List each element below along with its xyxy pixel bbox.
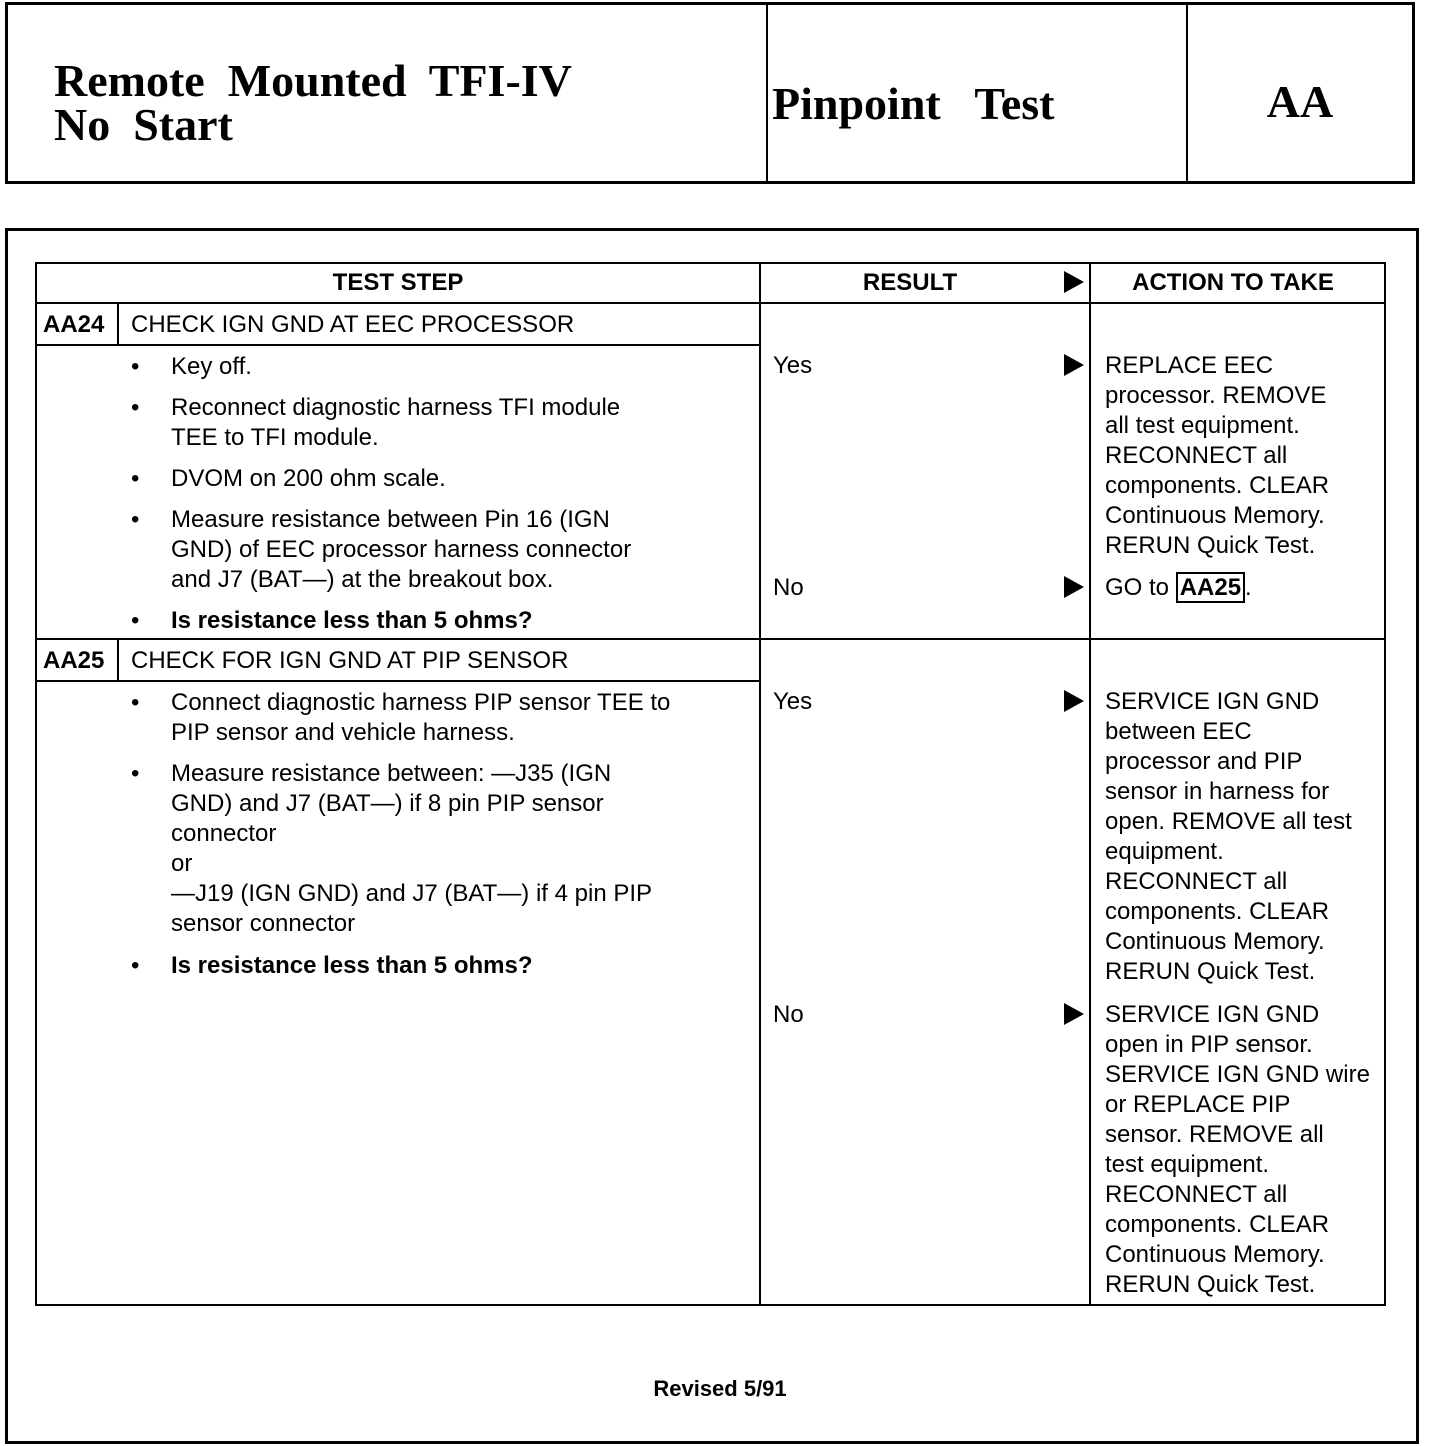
aa25-no-action-8: components. CLEAR	[1105, 1211, 1330, 1238]
bullet-icon: •	[131, 760, 140, 787]
section-label: Pinpoint Test	[772, 78, 1055, 129]
result-column-divider	[759, 262, 761, 1306]
step-id-aa24: AA24	[43, 311, 105, 338]
bullet-icon: •	[131, 607, 140, 634]
step-divider	[35, 638, 1386, 640]
aa25-result-yes: Yes	[773, 688, 813, 715]
aa24-yes-action-7: RERUN Quick Test.	[1105, 532, 1316, 559]
aa25-id-divider	[117, 638, 119, 681]
aa24-id-divider	[117, 302, 119, 345]
aa25-no-action-10: RERUN Quick Test.	[1105, 1271, 1316, 1298]
aa24-title-divider	[35, 344, 760, 346]
aa25-no-action-5: sensor. REMOVE all	[1105, 1121, 1324, 1148]
aa24-no-action	[1105, 573, 1252, 603]
goto-prefix: GO to	[1105, 574, 1176, 601]
aa25-no-action-2: open in PIP sensor.	[1105, 1031, 1313, 1058]
aa25-yes-action-7: RECONNECT all	[1105, 868, 1288, 895]
aa25-title-divider	[35, 680, 760, 682]
aa25-yes-action-9: Continuous Memory.	[1105, 928, 1325, 955]
step-id-aa25: AA25	[43, 647, 105, 674]
page-header	[5, 2, 1415, 184]
bullet-icon: •	[131, 353, 140, 380]
aa25-bullet-1-line-1: Connect diagnostic harness PIP sensor TEE to	[171, 689, 671, 716]
arrow-icon	[1064, 690, 1084, 712]
aa24-yes-action-3: all test equipment.	[1105, 412, 1300, 439]
title-line-1: Remote Mounted TFI-IV	[54, 55, 572, 106]
aa25-yes-action-2: between EEC	[1105, 718, 1252, 745]
revision-footer: Revised 5/91	[653, 1376, 787, 1401]
bullet-icon: •	[131, 689, 140, 716]
aa24-bullet-4-line-1: Measure resistance between Pin 16 (IGN	[171, 506, 610, 533]
aa24-bullet-4-line-2: GND) of EEC processor harness connector	[171, 536, 632, 563]
header-test-step: TEST STEP	[332, 269, 464, 296]
title-line-2: No Start	[54, 99, 233, 150]
goto-suffix: .	[1245, 574, 1252, 601]
header-section-cell	[768, 5, 1188, 181]
aa25-bullet-2-line-4: or	[171, 850, 193, 877]
header-result: RESULT	[862, 269, 958, 296]
arrow-icon	[1064, 1003, 1084, 1025]
aa25-no-action-4: or REPLACE PIP	[1105, 1091, 1291, 1118]
aa25-question: Is resistance less than 5 ohms?	[171, 952, 533, 979]
page-title	[54, 55, 572, 150]
aa24-result-no: No	[773, 574, 804, 601]
aa25-bullet-2-line-1: Measure resistance between: —J35 (IGN	[171, 760, 612, 787]
aa25-bullet-2-line-2: GND) and J7 (BAT—) if 8 pin PIP sensor	[171, 790, 604, 817]
step-reference-aa25[interactable]: AA25	[1176, 572, 1245, 603]
aa25-yes-action-10: RERUN Quick Test.	[1105, 958, 1316, 985]
aa25-yes-action-1: SERVICE IGN GND	[1105, 688, 1320, 715]
bullet-icon: •	[131, 952, 140, 979]
step-title-aa24: CHECK IGN GND AT EEC PROCESSOR	[131, 311, 575, 338]
aa24-bullet-1: Key off.	[171, 353, 252, 380]
aa25-no-action-6: test equipment.	[1105, 1151, 1270, 1178]
header-arrow-icon	[1064, 271, 1084, 293]
aa24-yes-action-5: components. CLEAR	[1105, 472, 1330, 499]
action-column-divider	[1089, 262, 1091, 1306]
aa25-no-action-3: SERVICE IGN GND wire	[1105, 1061, 1370, 1088]
bullet-icon: •	[131, 506, 140, 533]
aa25-yes-action-4: sensor in harness for	[1105, 778, 1330, 805]
aa24-yes-action-1: REPLACE EEC	[1105, 352, 1274, 379]
aa24-yes-action-2: processor. REMOVE	[1105, 382, 1327, 409]
aa25-yes-action-3: processor and PIP	[1105, 748, 1303, 775]
aa25-yes-action-8: components. CLEAR	[1105, 898, 1330, 925]
test-code: AA	[1266, 76, 1334, 127]
aa25-no-action-7: RECONNECT all	[1105, 1181, 1288, 1208]
aa25-bullet-2-line-3: connector	[171, 820, 277, 847]
bullet-icon: •	[131, 465, 140, 492]
aa24-yes-action-4: RECONNECT all	[1105, 442, 1288, 469]
aa25-bullet-2-line-6: sensor connector	[171, 910, 356, 937]
aa25-no-action-9: Continuous Memory.	[1105, 1241, 1325, 1268]
aa24-bullet-2-line-2: TEE to TFI module.	[171, 424, 379, 451]
step-title-aa25: CHECK FOR IGN GND AT PIP SENSOR	[131, 647, 569, 674]
aa24-result-yes: Yes	[773, 352, 813, 379]
bullet-icon: •	[131, 394, 140, 421]
header-code-cell	[1188, 5, 1412, 181]
aa24-bullet-2-line-1: Reconnect diagnostic harness TFI module	[171, 394, 621, 421]
aa24-bullet-3: DVOM on 200 ohm scale.	[171, 465, 446, 492]
aa25-no-action-1: SERVICE IGN GND	[1105, 1001, 1320, 1028]
header-title-cell	[8, 5, 768, 181]
aa24-yes-action-6: Continuous Memory.	[1105, 502, 1325, 529]
aa25-result-no: No	[773, 1001, 804, 1028]
aa24-bullet-4-line-3: and J7 (BAT—) at the breakout box.	[171, 566, 554, 593]
aa25-bullet-2-line-5: —J19 (IGN GND) and J7 (BAT—) if 4 pin PIP	[171, 880, 653, 907]
aa25-yes-action-5: open. REMOVE all test	[1105, 808, 1352, 835]
aa24-question: Is resistance less than 5 ohms?	[171, 607, 533, 634]
arrow-icon	[1064, 354, 1084, 376]
header-row-divider	[35, 302, 1386, 304]
aa25-yes-action-6: equipment.	[1105, 838, 1224, 865]
arrow-icon	[1064, 576, 1084, 598]
aa25-bullet-1-line-2: PIP sensor and vehicle harness.	[171, 719, 515, 746]
header-action: ACTION TO TAKE	[1132, 269, 1334, 296]
